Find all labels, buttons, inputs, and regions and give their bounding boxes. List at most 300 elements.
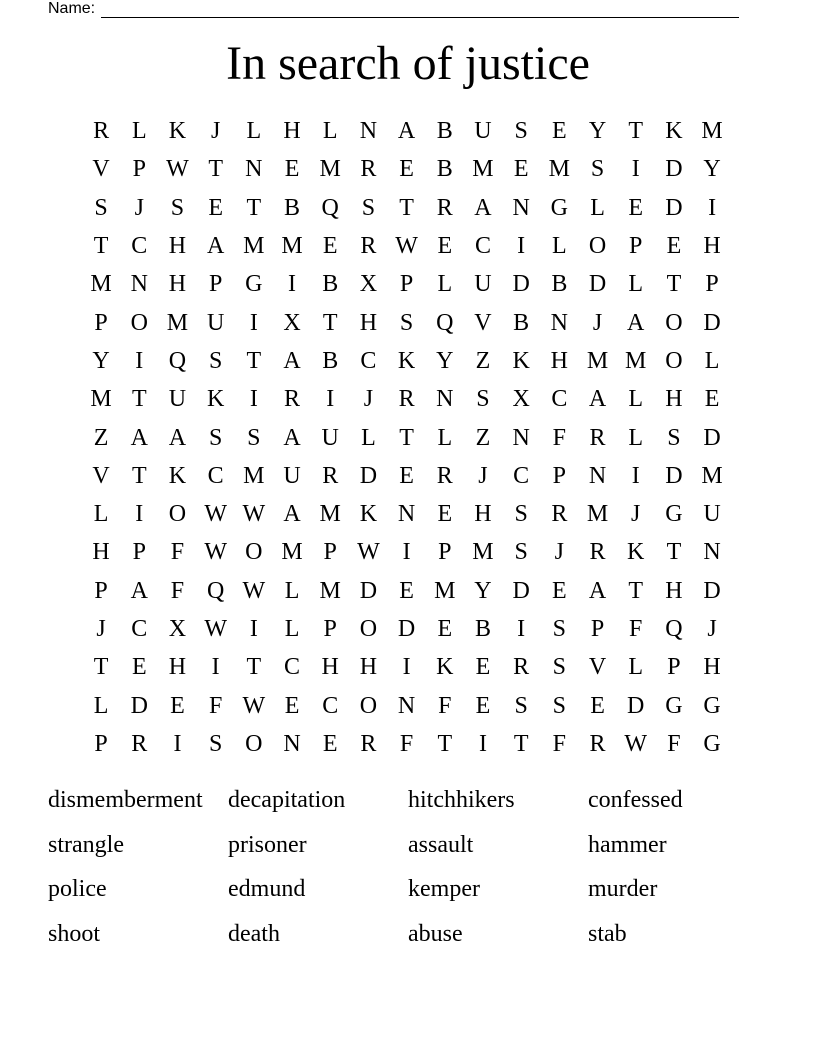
grid-letter[interactable]: P [705, 271, 719, 298]
grid-letter[interactable]: M [625, 347, 647, 374]
grid-letter[interactable]: Q [436, 309, 454, 336]
grid-letter[interactable]: B [474, 616, 491, 642]
grid-letter[interactable]: O [130, 309, 148, 336]
grid-letter[interactable]: L [628, 654, 644, 681]
grid-letter[interactable]: O [665, 347, 683, 374]
grid-letter[interactable]: U [474, 118, 492, 145]
grid-letter[interactable]: A [474, 194, 492, 221]
grid-letter[interactable]: J [363, 386, 374, 413]
grid-letter[interactable]: I [288, 271, 297, 298]
grid-letter[interactable]: T [628, 577, 644, 604]
grid-letter[interactable]: B [322, 347, 339, 374]
grid-letter[interactable]: M [90, 386, 112, 413]
grid-letter[interactable]: I [211, 654, 220, 681]
grid-letter[interactable]: I [631, 462, 640, 489]
grid-letter[interactable]: V [588, 654, 607, 681]
grid-letter[interactable]: T [93, 233, 109, 260]
grid-letter[interactable]: X [168, 616, 187, 642]
grid-letter[interactable]: E [284, 692, 300, 719]
grid-letter[interactable]: T [131, 462, 147, 489]
grid-letter[interactable]: R [360, 233, 377, 260]
grid-letter[interactable]: P [208, 271, 223, 298]
grid-letter[interactable]: Q [168, 347, 187, 374]
grid-letter[interactable]: P [94, 577, 108, 604]
grid-letter[interactable]: N [397, 501, 416, 528]
grid-letter[interactable]: R [551, 501, 568, 528]
grid-letter[interactable]: S [514, 539, 528, 566]
grid-letter[interactable]: O [245, 539, 263, 566]
grid-letter[interactable]: L [93, 501, 109, 528]
grid-letter[interactable]: N [512, 424, 530, 451]
grid-letter[interactable]: R [589, 730, 606, 757]
grid-row [82, 380, 732, 418]
grid-letter[interactable]: H [665, 386, 683, 413]
grid-letter[interactable]: D [512, 271, 530, 298]
grid-letter[interactable]: N [588, 462, 607, 489]
grid-letter[interactable]: L [284, 577, 300, 604]
grid-row [82, 265, 732, 303]
grid-letter[interactable]: K [665, 118, 683, 145]
grid-letter[interactable]: E [399, 462, 414, 489]
grid-letter[interactable]: Q [665, 616, 683, 642]
grid-letter[interactable]: D [703, 424, 721, 451]
grid-letter[interactable]: S [170, 194, 185, 221]
grid-letter[interactable]: D [627, 692, 645, 719]
grid-letter[interactable]: L [552, 233, 567, 260]
grid-letter[interactable]: W [624, 730, 648, 757]
grid-letter[interactable]: G [703, 692, 721, 719]
grid-letter[interactable]: K [206, 386, 225, 413]
grid-letter[interactable]: D [359, 577, 378, 604]
grid-letter[interactable]: M [701, 462, 723, 489]
grid-letter[interactable]: I [517, 233, 526, 260]
grid-letter[interactable]: C [551, 386, 568, 413]
grid-letter[interactable]: W [204, 501, 227, 528]
grid-letter[interactable]: T [666, 271, 682, 298]
grid-letter[interactable]: N [245, 156, 263, 183]
grid-letter[interactable]: T [399, 194, 414, 221]
grid-letter[interactable]: E [322, 730, 338, 757]
grid-letter[interactable]: L [704, 347, 720, 374]
grid-row [82, 686, 732, 724]
grid-letter[interactable]: X [512, 386, 530, 413]
word-list-item: murder [588, 876, 658, 903]
grid-letter[interactable]: I [249, 616, 258, 642]
grid-letter[interactable]: U [321, 424, 339, 451]
grid-letter[interactable]: K [627, 539, 645, 566]
grid-letter[interactable]: W [357, 539, 380, 566]
grid-letter[interactable]: G [665, 692, 683, 719]
grid-letter[interactable]: O [588, 233, 607, 260]
grid-letter[interactable]: W [242, 692, 266, 719]
grid-letter[interactable]: O [359, 616, 378, 642]
grid-letter[interactable]: H [703, 233, 721, 260]
grid-letter[interactable]: W [204, 616, 227, 642]
grid-letter[interactable]: E [322, 233, 338, 260]
grid-letter[interactable]: L [246, 118, 262, 145]
grid-letter[interactable]: Y [92, 347, 110, 374]
grid-letter[interactable]: W [242, 501, 266, 528]
grid-letter[interactable]: U [474, 271, 492, 298]
grid-letter[interactable]: U [703, 501, 721, 528]
grid-letter[interactable]: J [96, 616, 106, 642]
grid-letter[interactable]: H [168, 271, 187, 298]
grid-letter[interactable]: A [588, 577, 607, 604]
grid-letter[interactable]: X [283, 309, 301, 336]
grid-letter[interactable]: V [474, 309, 492, 336]
grid-letter[interactable]: F [667, 730, 681, 757]
grid-letter[interactable]: B [284, 194, 301, 221]
grid-letter[interactable]: B [436, 156, 453, 183]
grid-letter[interactable]: F [438, 692, 452, 719]
grid-letter[interactable]: E [284, 156, 300, 183]
grid-letter[interactable]: I [478, 730, 487, 757]
grid-letter[interactable]: S [514, 692, 528, 719]
grid-letter[interactable]: T [208, 156, 223, 183]
grid-letter[interactable]: R [589, 539, 606, 566]
grid-letter[interactable]: I [402, 654, 411, 681]
grid-letter[interactable]: E [437, 233, 453, 260]
grid-letter[interactable]: H [550, 347, 569, 374]
grid-letter[interactable]: U [168, 386, 187, 413]
grid-letter[interactable]: T [513, 730, 529, 757]
grid-letter[interactable]: M [281, 539, 303, 566]
grid-letter[interactable]: P [132, 539, 146, 566]
grid-letter[interactable]: L [437, 271, 453, 298]
grid-letter[interactable]: T [628, 118, 644, 145]
grid-letter[interactable]: I [708, 194, 717, 221]
grid-letter[interactable]: I [173, 730, 182, 757]
grid-letter[interactable]: K [359, 501, 378, 528]
grid-letter[interactable]: E [666, 233, 682, 260]
grid-letter[interactable]: L [590, 194, 605, 221]
grid-letter[interactable]: L [322, 118, 338, 145]
grid-letter[interactable]: S [514, 118, 528, 145]
grid-letter[interactable]: E [399, 156, 414, 183]
grid-letter[interactable]: G [550, 194, 569, 221]
grid-row [82, 303, 732, 341]
grid-letter[interactable]: J [707, 616, 717, 642]
word-list-item: hitchhikers [408, 787, 515, 814]
grid-letter[interactable]: T [93, 654, 109, 681]
grid-letter[interactable]: A [206, 233, 225, 260]
grid-letter[interactable]: D [703, 577, 721, 604]
grid-letter[interactable]: E [513, 156, 529, 183]
grid-letter[interactable]: D [397, 616, 416, 642]
grid-letter[interactable]: Q [321, 194, 339, 221]
grid-letter[interactable]: R [436, 462, 453, 489]
grid-letter[interactable]: N [359, 118, 378, 145]
grid-letter[interactable]: V [92, 462, 110, 489]
grid-letter[interactable]: M [166, 309, 189, 336]
grid-letter[interactable]: T [131, 386, 147, 413]
grid-letter[interactable]: D [665, 462, 683, 489]
grid-letter[interactable]: S [361, 194, 376, 221]
grid-letter[interactable]: W [242, 577, 266, 604]
grid-letter[interactable]: P [323, 539, 337, 566]
grid-letter[interactable]: H [168, 654, 187, 681]
grid-letter[interactable]: S [552, 616, 567, 642]
grid-letter[interactable]: M [434, 577, 456, 604]
grid-letter[interactable]: I [135, 347, 144, 374]
grid-letter[interactable]: T [399, 424, 414, 451]
grid-letter[interactable]: N [512, 194, 530, 221]
grid-letter[interactable]: A [627, 309, 645, 336]
grid-letter[interactable]: E [628, 194, 644, 221]
grid-letter[interactable]: K [397, 347, 416, 374]
grid-letter[interactable]: M [586, 501, 609, 528]
grid-letter[interactable]: H [92, 539, 110, 566]
grid-letter[interactable]: S [667, 424, 681, 451]
grid-letter[interactable]: H [359, 309, 378, 336]
grid-letter[interactable]: S [476, 386, 490, 413]
grid-letter[interactable]: N [550, 309, 569, 336]
grid-letter[interactable]: Z [475, 347, 491, 374]
grid-letter[interactable]: L [437, 424, 453, 451]
grid-letter[interactable]: F [552, 730, 567, 757]
grid-letter[interactable]: B [551, 271, 568, 298]
grid-letter[interactable]: E [552, 577, 567, 604]
grid-letter[interactable]: W [166, 156, 189, 183]
grid-letter[interactable]: M [243, 462, 265, 489]
grid-letter[interactable]: R [131, 730, 148, 757]
grid-letter[interactable]: N [703, 539, 721, 566]
grid-letter[interactable]: I [402, 539, 411, 566]
grid-letter[interactable]: S [247, 424, 261, 451]
grid-letter[interactable]: A [588, 386, 607, 413]
grid-letter[interactable]: G [245, 271, 263, 298]
grid-letter[interactable]: P [667, 654, 681, 681]
grid-letter[interactable]: R [360, 156, 377, 183]
word-list-item: stab [588, 921, 627, 948]
grid-letter[interactable]: D [703, 309, 721, 336]
grid-letter[interactable]: L [361, 424, 376, 451]
grid-letter[interactable]: T [246, 194, 262, 221]
grid-letter[interactable]: T [437, 730, 453, 757]
grid-letter[interactable]: E [475, 692, 491, 719]
grid-letter[interactable]: M [319, 501, 341, 528]
grid-letter[interactable]: E [704, 386, 720, 413]
grid-letter[interactable]: E [475, 654, 491, 681]
grid-letter[interactable]: M [281, 233, 303, 260]
grid-letter[interactable]: Y [703, 156, 721, 183]
grid-letter[interactable]: A [283, 501, 301, 528]
grid-letter[interactable]: M [472, 539, 494, 566]
grid-letter[interactable]: P [552, 462, 567, 489]
grid-letter[interactable]: I [517, 616, 526, 642]
grid-letter[interactable]: G [665, 501, 683, 528]
grid-letter[interactable]: M [319, 156, 341, 183]
grid-letter[interactable]: F [399, 730, 414, 757]
grid-letter[interactable]: M [472, 156, 494, 183]
grid-letter[interactable]: P [94, 309, 108, 336]
grid-letter[interactable]: H [359, 654, 378, 681]
grid-letter[interactable]: J [210, 118, 221, 145]
grid-letter[interactable]: D [665, 194, 683, 221]
grid-letter[interactable]: P [629, 233, 643, 260]
grid-letter[interactable]: M [243, 233, 265, 260]
grid-letter[interactable]: D [588, 271, 607, 298]
grid-letter[interactable]: F [208, 692, 223, 719]
grid-letter[interactable]: V [92, 156, 110, 183]
grid-letter[interactable]: I [135, 501, 144, 528]
grid-letter[interactable]: L [628, 271, 644, 298]
grid-letter[interactable]: K [168, 118, 187, 145]
grid-letter[interactable]: A [283, 424, 301, 451]
grid-letter[interactable]: Z [93, 424, 109, 451]
grid-letter[interactable]: C [322, 692, 339, 719]
grid-letter[interactable]: E [170, 692, 185, 719]
grid-letter[interactable]: Q [206, 577, 225, 604]
grid-letter[interactable]: N [436, 386, 454, 413]
word-list-item: hammer [588, 831, 667, 858]
name-label: Name: [48, 0, 96, 17]
grid-letter[interactable]: L [628, 386, 644, 413]
grid-letter[interactable]: Z [475, 424, 491, 451]
grid-letter[interactable]: H [665, 577, 683, 604]
grid-letter[interactable]: L [628, 424, 644, 451]
grid-letter[interactable]: B [322, 271, 339, 298]
grid-letter[interactable]: D [359, 462, 378, 489]
grid-letter[interactable]: W [204, 539, 227, 566]
grid-letter[interactable]: I [631, 156, 640, 183]
grid-letter[interactable]: J [592, 309, 603, 336]
grid-letter[interactable]: O [245, 730, 263, 757]
grid-letter[interactable]: S [552, 692, 567, 719]
grid-row [82, 648, 732, 686]
grid-letter[interactable]: C [131, 616, 148, 642]
grid-letter[interactable]: L [131, 118, 147, 145]
grid-letter[interactable]: E [590, 692, 605, 719]
grid-letter[interactable]: R [398, 386, 415, 413]
grid-letter[interactable]: T [666, 539, 682, 566]
grid-letter[interactable]: R [589, 424, 606, 451]
grid-letter[interactable]: S [552, 654, 567, 681]
grid-letter[interactable]: A [130, 424, 148, 451]
grid-letter[interactable]: E [399, 577, 414, 604]
grid-letter[interactable]: M [90, 271, 112, 298]
grid-letter[interactable]: F [552, 424, 567, 451]
grid-letter[interactable]: G [703, 730, 721, 757]
grid-letter[interactable]: N [130, 271, 148, 298]
grid-letter[interactable]: F [629, 616, 643, 642]
grid-letter[interactable]: J [134, 194, 144, 221]
grid-letter[interactable]: U [206, 309, 225, 336]
grid-letter[interactable]: Y [474, 577, 492, 604]
grid-letter[interactable]: L [284, 616, 300, 642]
grid-letter[interactable]: D [665, 156, 683, 183]
grid-letter[interactable]: R [322, 462, 339, 489]
grid-letter[interactable]: I [326, 386, 335, 413]
grid-letter[interactable]: K [436, 654, 454, 681]
grid-letter[interactable]: E [437, 501, 453, 528]
grid-letter[interactable]: E [208, 194, 223, 221]
grid-letter[interactable]: W [395, 233, 418, 260]
grid-letter[interactable]: H [168, 233, 187, 260]
grid-letter[interactable]: P [590, 616, 605, 642]
grid-letter[interactable]: D [130, 692, 148, 719]
grid-letter[interactable]: C [207, 462, 224, 489]
grid-letter[interactable]: P [94, 730, 108, 757]
grid-letter[interactable]: P [438, 539, 452, 566]
grid-letter[interactable]: R [93, 118, 110, 145]
grid-letter[interactable]: T [246, 347, 262, 374]
grid-letter[interactable]: H [283, 118, 301, 145]
grid-letter[interactable]: M [586, 347, 609, 374]
grid-letter[interactable]: S [514, 501, 528, 528]
grid-letter[interactable]: B [436, 118, 453, 145]
grid-letter[interactable]: Y [588, 118, 607, 145]
grid-letter[interactable]: S [399, 309, 414, 336]
grid-letter[interactable]: T [246, 654, 262, 681]
grid-letter[interactable]: A [397, 118, 416, 145]
grid-letter[interactable]: P [323, 616, 337, 642]
grid-letter[interactable]: J [478, 462, 488, 489]
grid-letter[interactable]: A [130, 577, 148, 604]
grid-letter[interactable]: I [249, 309, 258, 336]
grid-letter[interactable]: C [513, 462, 530, 489]
grid-letter[interactable]: S [590, 156, 605, 183]
grid-letter[interactable]: U [283, 462, 301, 489]
grid-letter[interactable]: X [359, 271, 378, 298]
grid-letter[interactable]: C [360, 347, 377, 374]
grid-letter[interactable]: Y [436, 347, 454, 374]
grid-letter[interactable]: E [552, 118, 567, 145]
grid-letter[interactable]: R [436, 194, 453, 221]
grid-letter[interactable]: M [548, 156, 571, 183]
grid-letter[interactable]: J [554, 539, 565, 566]
grid-letter[interactable]: N [283, 730, 301, 757]
grid-letter[interactable]: F [170, 577, 185, 604]
grid-letter[interactable]: R [513, 654, 530, 681]
grid-letter[interactable]: S [94, 194, 108, 221]
grid-letter[interactable]: I [249, 386, 258, 413]
grid-letter[interactable]: T [322, 309, 338, 336]
grid-letter[interactable]: R [360, 730, 377, 757]
grid-letter[interactable]: O [359, 692, 378, 719]
grid-letter[interactable]: F [170, 539, 185, 566]
grid-letter[interactable]: S [208, 424, 223, 451]
grid-letter[interactable]: J [631, 501, 641, 528]
grid-letter[interactable]: O [168, 501, 187, 528]
grid-letter[interactable]: C [284, 654, 301, 681]
grid-letter[interactable]: N [397, 692, 416, 719]
grid-letter[interactable]: H [474, 501, 492, 528]
grid-letter[interactable]: H [321, 654, 339, 681]
grid-letter[interactable]: S [208, 347, 223, 374]
grid-letter[interactable]: H [703, 654, 721, 681]
grid-letter[interactable]: R [284, 386, 301, 413]
grid-letter[interactable]: C [474, 233, 491, 260]
grid-letter[interactable]: E [131, 654, 147, 681]
grid-letter[interactable]: A [283, 347, 301, 374]
grid-letter[interactable]: K [168, 462, 187, 489]
grid-letter[interactable]: D [512, 577, 530, 604]
grid-letter[interactable]: B [513, 309, 530, 336]
grid-letter[interactable]: K [512, 347, 530, 374]
name-blank-line[interactable] [101, 2, 739, 18]
grid-letter[interactable]: C [131, 233, 148, 260]
grid-letter[interactable]: A [168, 424, 187, 451]
grid-letter[interactable]: M [319, 577, 341, 604]
grid-letter[interactable]: P [399, 271, 414, 298]
grid-letter[interactable]: O [665, 309, 683, 336]
grid-letter[interactable]: E [437, 616, 453, 642]
grid-letter[interactable]: L [93, 692, 109, 719]
grid-letter[interactable]: P [132, 156, 146, 183]
grid-letter[interactable]: S [208, 730, 223, 757]
grid-letter[interactable]: M [701, 118, 723, 145]
